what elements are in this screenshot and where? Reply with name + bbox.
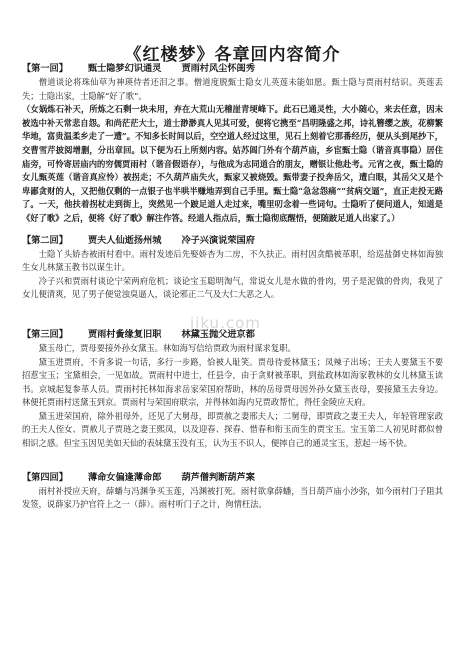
- chapter-title-a: 贾夫人仙逝扬州城: [87, 234, 162, 246]
- page-title: 《红楼梦》各章回内容简介: [124, 45, 341, 65]
- chapter-3-para-3: 黛玉进荣国府，除外祖母外，还见了大舅母，即贾赦之妻邢夫人；二舅母，即贾政之妻王夫人，年轻管理家政的王夫人侄女、贾赦儿子贾琏之妻王熙凤，以及迎春、探春、惜春和衔玉而生的贾宝玉。宝玉第二人初见时都似曾相识之感。但宝玉因见美如天仙的表妹黛玉没有玉，认为玉不识人，便摔自己的通灵宝玉，惹起一场不快。: [22, 410, 443, 449]
- chapter-2-para-1: 士隐丫头娇杏被雨村看中。雨村发迹后先娶娇杏为二房，不久扶正。雨村因贪酷被革职，给巡盐御史林如海独生女儿林黛玉教书以谋生计。: [22, 248, 443, 273]
- chapter-3-para-2: 黛玉进贾府，不肯多说一句话，多行一步路，恰被人耻笑。贾母待爱林黛玉；凤辣子出场；王夫人要黛玉不要招惹宝玉；宝黛相会，一见如故。贾雨村中进士，任县令，由于贪财被革职，到盐政林如海家教林的女儿林黛玉读书。京城起复参革人员。贾雨村托林如海求岳家荣国府帮助，林的岳母贾母因外孙女黛玉丧母，要接黛玉去身边。林便托贾雨村送黛玉到京。贾雨村与荣国府联宗，并得林如海内兄贾政帮忙，得任金陵应天府。: [22, 356, 443, 408]
- chapter-title-b: 林黛玉抛父进京都: [181, 328, 255, 340]
- chapter-3: [22, 328, 443, 451]
- chapter-1: [22, 62, 443, 226]
- chapter-3-para-1: 黛玉母亡，贾母要接外孙女黛玉。林如海写信给贾政为雨村谋求复职。: [38, 342, 296, 353]
- chapter-number: 【第一回】: [22, 63, 68, 74]
- chapter-4: [22, 471, 443, 512]
- chapter-title-b: 葫芦僧判断葫芦案: [181, 471, 255, 483]
- chapter-title-a: 贾雨村夤缘复旧职: [87, 328, 162, 340]
- chapter-title-a: 甄士隐梦幻识通灵: [87, 63, 162, 74]
- chapter-number: 【第三回】: [22, 328, 68, 340]
- chapter-1-summary: 僧道谈论将珠仙草为神瑛侍者还泪之事。僧道度脱甄士隐女儿英莲未能如愿。甄士隐与贾雨村结识。英莲丢失；士隐出家，士隐解“好了歌”。: [22, 77, 443, 101]
- chapter-title-a: 薄命女偏逢薄命郎: [87, 471, 162, 483]
- chapter-title-b: 贾雨村风尘怀闺秀: [181, 63, 255, 74]
- chapter-1-detail: （女娲炼石补天，所炼之石剩一块未用，弃在大荒山无稽崖青埂峰下。此石已通灵性，大小随心，来去任意，因未被选中补天常悲自怨。和尚茫茫大士，道士渺渺真人见其可爱，便将它携至“昌明隆盛之邦，诗礼簪缨之族，花柳繁华地，富贵温柔乡走了一遭”。不知多长时间以后，空空道人经过这里，见石上刻着它那番经历，便从头到尾抄下，交曹雪芹披阅增删，分出章回。以下便为石上所刻内容。姑苏阊门外有个葫芦庙，乡宦甄士隐（谐音真事隐）居住庙旁，可怜寄居庙内的穷儒贾雨村（谐音假语存），与他成为志同道合的朋友，赠银让他赴考。元宵之夜，甄士隐的女儿甄英莲（谐音真应怜）被拐走；不久葫芦庙失火，甄家又被烧毁。甄带妻子投奔岳父，遭白眼，其岳父又是个卑鄙贪财的人，又把他仅剩的一点银子也半哄半赚地弄到自己手里。甄士隐“急忿怨痛”“贫病交逼”，直正走投无路了。一天，他扶着拐杖走到街上，突然见一个跛足道人走过来，嘴里叨念着一些词句。士隐听了便问道人，知道是《好了歌》之后，便将《好了歌》解注作答。经道人指点后，甄士隐彻底醒悟，便随跛足道人出家了。）: [22, 104, 443, 223]
- chapter-number: 【第四回】: [22, 471, 68, 483]
- chapter-4-heading: [22, 471, 443, 484]
- chapter-1-heading: [22, 62, 443, 75]
- chapter-title-b: 冷子兴演说荣国府: [181, 234, 255, 246]
- chapter-2-heading: [22, 234, 443, 247]
- chapter-2-para-2: 冷子兴和贾雨村谈论宁荣两府危机；谈论宝玉聪明淘气，常说女儿是水做的骨肉，男子是泥做的骨肉，我见了女儿便清爽，见了男子便觉浊臭逼人，谈论邪正二气及大仁大恶之人。: [22, 275, 443, 300]
- watermark: jiku.com: [190, 314, 261, 332]
- chapter-2: [22, 234, 443, 302]
- chapter-number: 【第二回】: [22, 234, 68, 246]
- chapter-4-para-1: 雨村补授应天府，薛蟠与冯渊争买玉莲，冯渊被打死。雨村欲拿薛蟠，当日葫芦庙小沙弥，如今雨村门子阻其发签，说薛家乃护官符上之一（薛）。雨村听门子之计，徇情枉法。: [22, 485, 443, 510]
